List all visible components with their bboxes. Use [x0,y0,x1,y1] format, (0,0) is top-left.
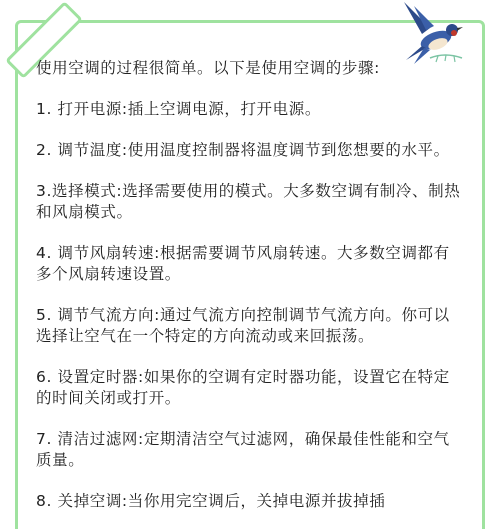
step-8: 8. 关掉空调:当你用完空调后，关掉电源并拔掉插 [36,492,386,510]
step-7: 7. 清洁过滤网:定期清洁空气过滤网，确保最佳性能和空气质量。 [36,430,450,469]
intro-text: 使用空调的过程很简单。以下是使用空调的步骤: [36,59,380,77]
article-body [36,58,462,529]
step-4: 4. 调节风扇转速:根据需要调节风扇转速。大多数空调都有多个风扇转速设置。 [36,244,450,283]
step-3: 3.选择模式:选择需要使用的模式。大多数空调有制冷、制热和风扇模式。 [36,182,461,221]
step-5: 5. 调节气流方向:通过气流方向控制调节气流方向。你可以选择让空气在一个特定的方向流动或来回振荡。 [36,306,450,345]
step-6: 6. 设置定时器:如果你的空调有定时器功能，设置它在特定的时间关闭或打开。 [36,368,450,407]
step-2: 2. 调节温度:使用温度控制器将温度调节到您想要的水平。 [36,141,450,159]
swallow-bird-illustration [400,0,470,66]
step-1: 1. 打开电源:插上空调电源，打开电源。 [36,100,321,118]
